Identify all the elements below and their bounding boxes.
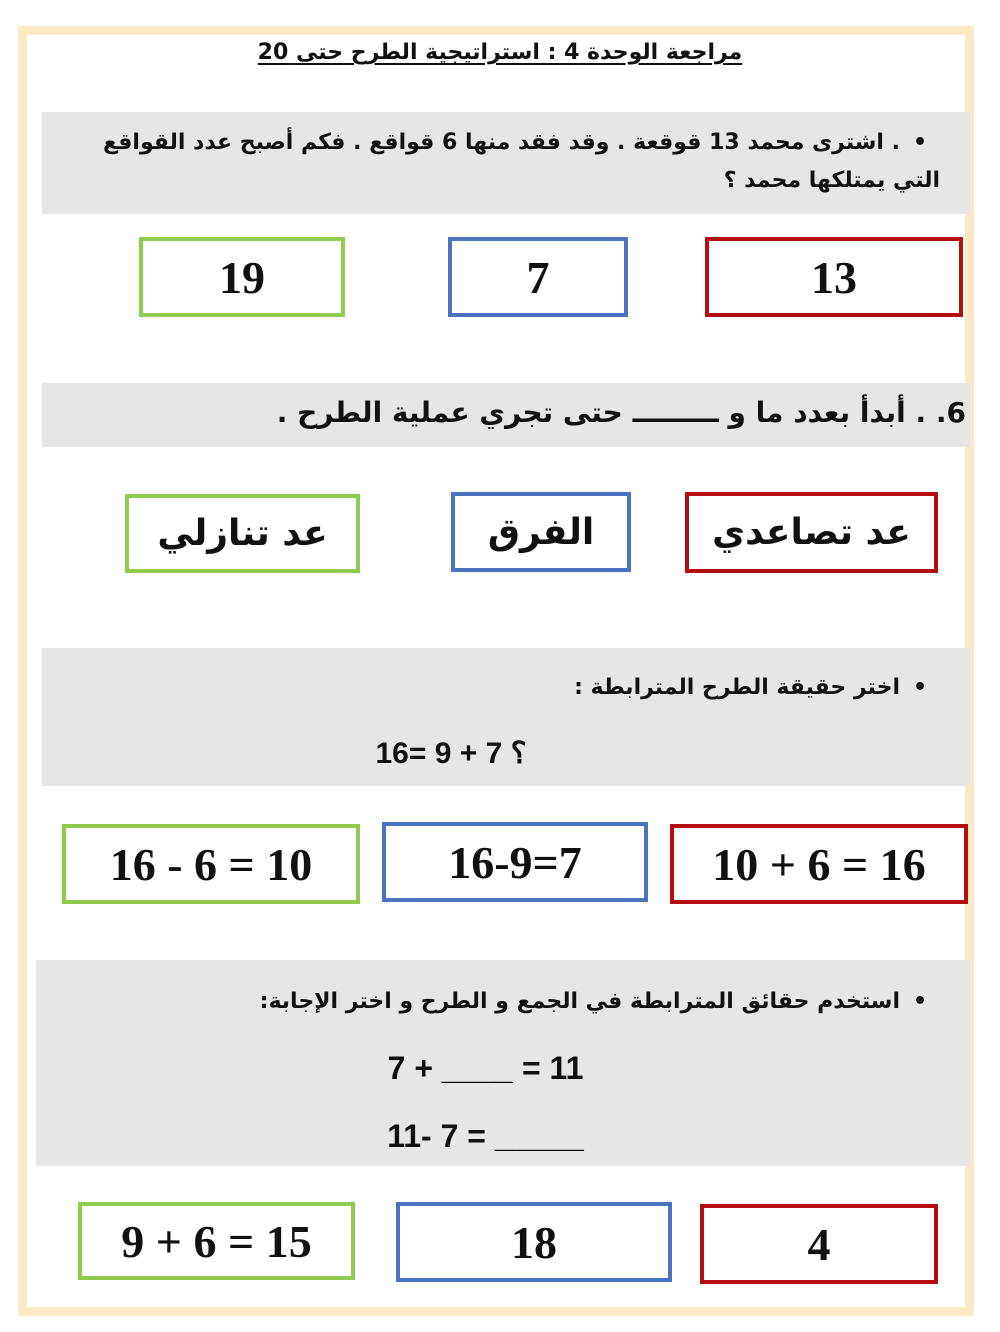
q1-option-7[interactable]: 7 xyxy=(448,237,628,317)
bullet-icon: • xyxy=(912,130,928,155)
question-4-band xyxy=(36,960,970,1166)
question-3-text: اختر حقيقة الطرح المترابطة : xyxy=(574,675,900,700)
q3-option-16-6-10[interactable]: 16 - 6 = 10 xyxy=(62,824,360,904)
question-1-text: . اشترى محمد 13 قوقعة . وقد فقد منها 6 قواقع . فكم أصبح عدد القواقع التي يمتلكها محمد ؟ xyxy=(102,130,940,193)
q2-option-difference[interactable]: الفرق xyxy=(451,492,631,572)
question-2 xyxy=(277,393,966,433)
q1-option-13[interactable]: 13 xyxy=(705,237,963,317)
page-title xyxy=(0,40,1000,65)
question-4-text: استخدم حقائق المترابطة في الجمع و الطرح و اختر الإجابة: xyxy=(259,989,900,1014)
bullet-icon: • xyxy=(912,675,928,700)
question-3-band xyxy=(42,648,970,786)
q3-option-10-6-16[interactable]: 10 + 6 = 16 xyxy=(670,824,968,904)
q2-option-count-up[interactable]: عد تصاعدي xyxy=(685,492,938,573)
question-3 xyxy=(574,670,940,706)
question-4-equation-2: 11- 7 = _____ xyxy=(387,1118,584,1154)
q3-option-16-9-7[interactable]: 16-9=7 xyxy=(382,822,648,902)
question-4 xyxy=(260,984,940,1020)
question-1-band xyxy=(42,112,970,214)
question-2-number: 6. xyxy=(935,396,966,429)
q4-option-9-6-15[interactable]: 9 + 6 = 15 xyxy=(78,1202,355,1280)
q4-option-4[interactable]: 4 xyxy=(700,1204,938,1284)
q1-option-19[interactable]: 19 xyxy=(139,237,345,317)
question-2-text: . أبدأ بعدد ما و ـــــــــ حتى تجري عملية الطرح . xyxy=(276,396,927,429)
bullet-icon: • xyxy=(912,989,928,1014)
page-title-text: مراجعة الوحدة 4 : استراتيجية الطرح حتى 20 xyxy=(257,40,743,65)
question-2-band xyxy=(42,383,970,447)
question-1 xyxy=(80,124,940,200)
question-3-equation: 16= 9 + 7 ؟ xyxy=(375,737,527,770)
q2-option-count-down[interactable]: عد تنازلي xyxy=(125,494,360,573)
question-4-equation-1: 7 + ____ = 11 xyxy=(387,1050,584,1086)
q4-option-18[interactable]: 18 xyxy=(396,1202,672,1282)
